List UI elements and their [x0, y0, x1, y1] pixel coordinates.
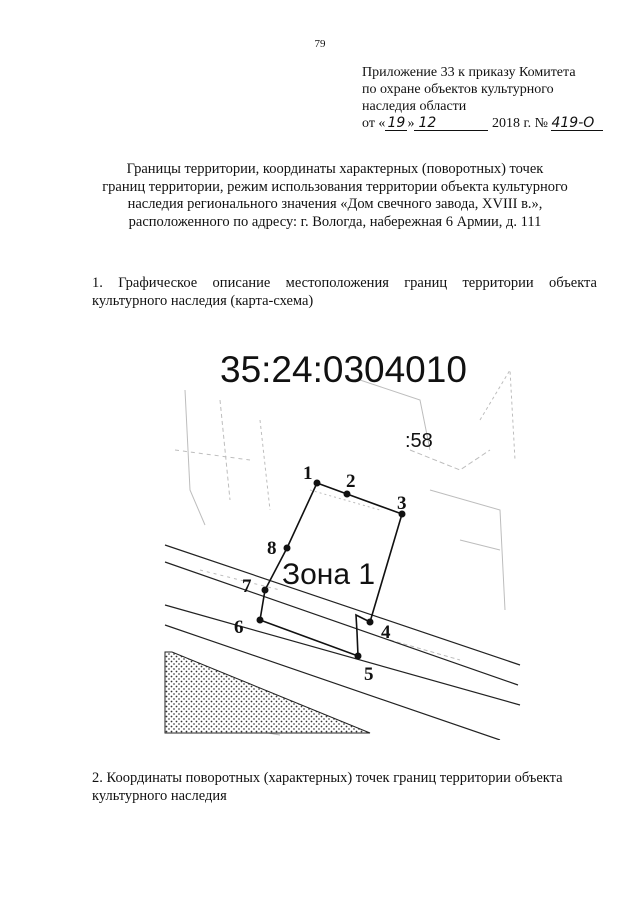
section-2-line-1: 2. Координаты поворотных (характерных) точек границ территории объекта — [92, 770, 563, 786]
date-month: 12 — [414, 116, 488, 131]
date-mid: » — [407, 116, 415, 131]
order-number: 419-О — [551, 116, 603, 131]
page-number: 79 — [314, 38, 326, 50]
point-1 — [314, 480, 321, 487]
point-label-4: 4 — [381, 622, 391, 643]
point-8 — [284, 545, 291, 552]
date-day: 19 — [385, 116, 407, 131]
parcel-label: :58 — [405, 430, 433, 452]
date-prefix: от « — [362, 116, 386, 131]
boundary-map — [160, 340, 530, 740]
cadastral-block-label: 35:24:0304010 — [220, 349, 467, 390]
point-label-1: 1 — [303, 463, 313, 484]
title-line-4: расположенного по адресу: г. Вологда, набережная 6 Армии, д. 111 — [128, 213, 542, 230]
appendix-date-line — [362, 115, 622, 132]
point-label-5: 5 — [364, 664, 374, 685]
appendix-line-2: по охране объектов культурного — [362, 82, 554, 97]
section-2-heading — [92, 770, 602, 805]
point-label-8: 8 — [267, 538, 277, 559]
title-line-2: границ территории, режим использования территории объекта культурного — [102, 178, 568, 195]
point-7 — [262, 587, 269, 594]
title-line-3: наследия регионального значения «Дом свечного завода, XVIII в.», — [127, 196, 543, 212]
appendix-line-1: Приложение 33 к приказу Комитета — [362, 65, 576, 80]
point-label-7: 7 — [242, 576, 252, 597]
point-4 — [367, 619, 374, 626]
hatched-area — [165, 652, 370, 733]
point-5 — [355, 653, 362, 660]
section-2-line-2: культурного наследия — [92, 787, 227, 804]
document-title — [70, 161, 600, 231]
appendix-line-3: наследия области — [362, 99, 467, 114]
appendix-header — [362, 64, 622, 132]
point-label-2: 2 — [346, 471, 356, 492]
point-6 — [257, 617, 264, 624]
point-label-6: 6 — [234, 617, 244, 638]
date-year: 2018 г. № — [491, 116, 548, 131]
point-label-3: 3 — [397, 493, 407, 514]
title-line-1: Границы территории, координаты характерных (поворотных) точек — [126, 161, 544, 177]
section-1-heading-cont: культурного наследия (карта-схема) — [92, 293, 314, 309]
zone-label: Зона 1 — [282, 558, 376, 591]
section-1-heading: 1. Графическое описание местоположения границ территории объекта — [92, 275, 597, 291]
